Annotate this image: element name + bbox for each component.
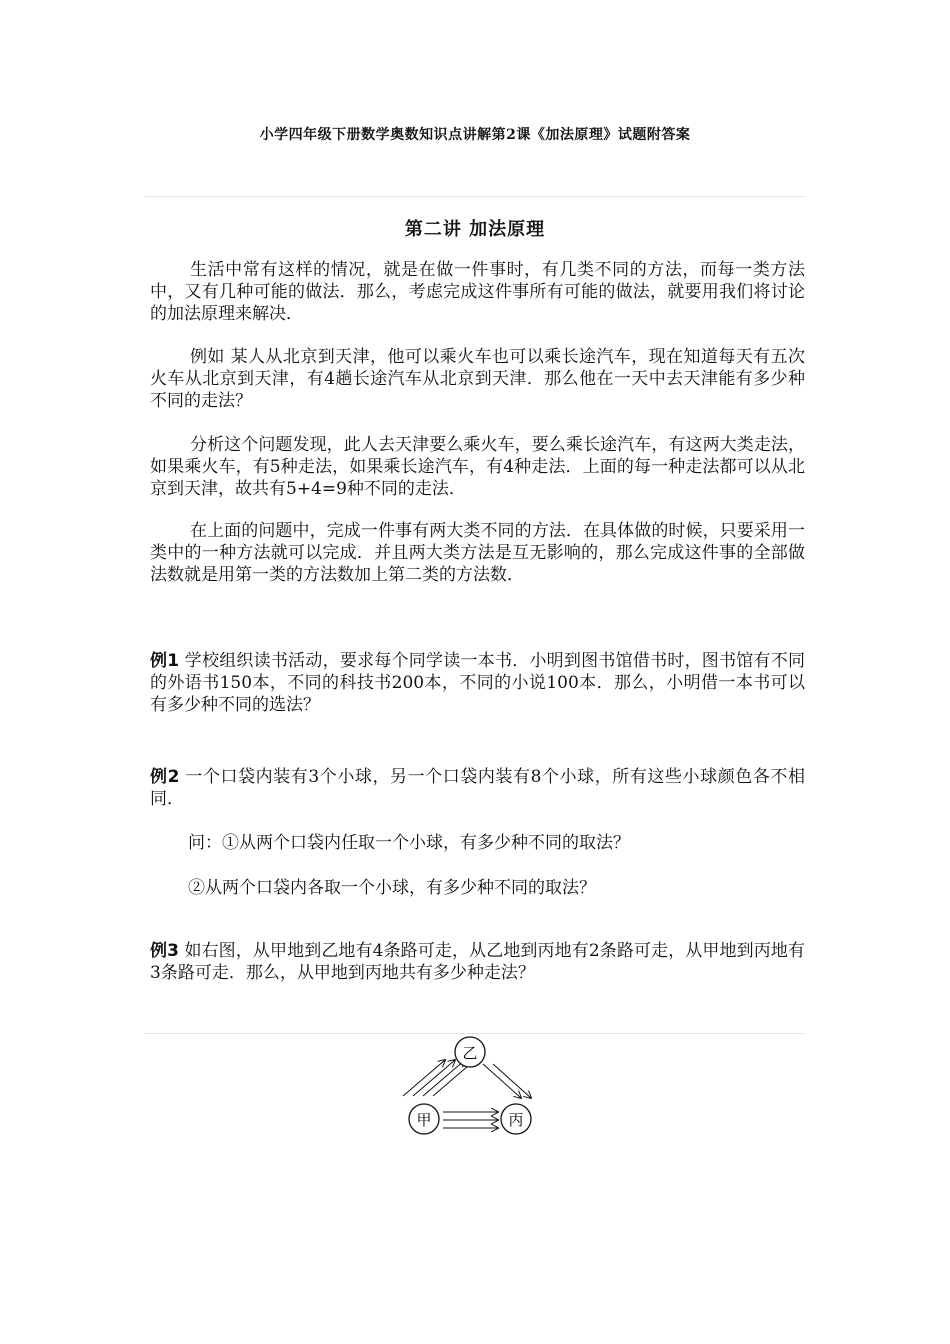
node-b-label: 乙 (462, 1044, 478, 1062)
divider-top (145, 196, 805, 197)
example-2-text: 一个口袋内装有3个小球，另一个口袋内装有8个小球，所有这些小球颜色各不相同． (150, 767, 805, 809)
principle-paragraph: 在上面的问题中，完成一件事有两大类不同的方法．在具体做的时候，只要采用一类中的一种方法就可以完成．并且两大类方法是互无影响的，那么完成这件事的全部做法数就是用第一类的方法数加上第二类的方法数． (150, 521, 805, 585)
example-2-label: 例2 (150, 767, 180, 787)
route-b-to-c (483, 1064, 521, 1098)
route-b-to-c (493, 1064, 531, 1098)
lecture-title: 第二讲 加法原理 (404, 219, 546, 240)
route-a-to-b (423, 1060, 465, 1096)
example-1-text: 学校组织读书活动，要求每个同学读一本书．小明到图书馆借书时，图书馆有不同的外语书150本，不同的科技书200本，不同的小说100本．那么，小明借一本书可以有多少种不同的选法？ (150, 651, 805, 715)
example-intro-paragraph: 例如 某人从北京到天津，他可以乘火车也可以乘长途汽车，现在知道每天有五次火车从北京到天津，有4趟长途汽车从北京到天津．那么他在一天中去天津能有多少种不同的走法？ (150, 347, 805, 411)
node-a-label: 甲 (416, 1111, 432, 1129)
intro-paragraph: 生活中常有这样的情况，就是在做一件事时，有几类不同的方法，而每一类方法中，又有几种可能的做法．那么，考虑完成这件事所有可能的做法，就要用我们将讨论的加法原理来解决． (150, 260, 805, 324)
example-1 (150, 650, 805, 716)
example-3-label: 例3 (150, 941, 179, 961)
example-1-label: 例1 (150, 651, 180, 671)
document-title: 小学四年级下册数学奥数知识点讲解第2课《加法原理》试题附答案 (259, 127, 691, 143)
analysis-paragraph: 分析这个问题发现，此人去天津要么乘火车，要么乘长途汽车，有这两大类走法，如果乘火车，有5种走法，如果乘长途汽车，有4种走法．上面的每一种走法都可以从北京到天津，故共有5+4=9种不同的走法． (150, 435, 805, 499)
node-c-label: 丙 (508, 1111, 524, 1129)
example-2-question-1: 问：①从两个口袋内任取一个小球，有多少种不同的取法？ (188, 833, 630, 853)
example-3 (150, 940, 805, 984)
example-2 (150, 766, 805, 810)
example-3-text: 如右图，从甲地到乙地有4条路可走，从乙地到丙地有2条路可走，从甲地到丙地有3条路可走．那么，从甲地到丙地共有多少种走法？ (150, 941, 805, 983)
example-2-question-2: ②从两个口袋内各取一个小球，有多少种不同的取法？ (188, 878, 596, 898)
route-a-to-b (413, 1060, 455, 1096)
route-diagram (395, 1030, 545, 1145)
